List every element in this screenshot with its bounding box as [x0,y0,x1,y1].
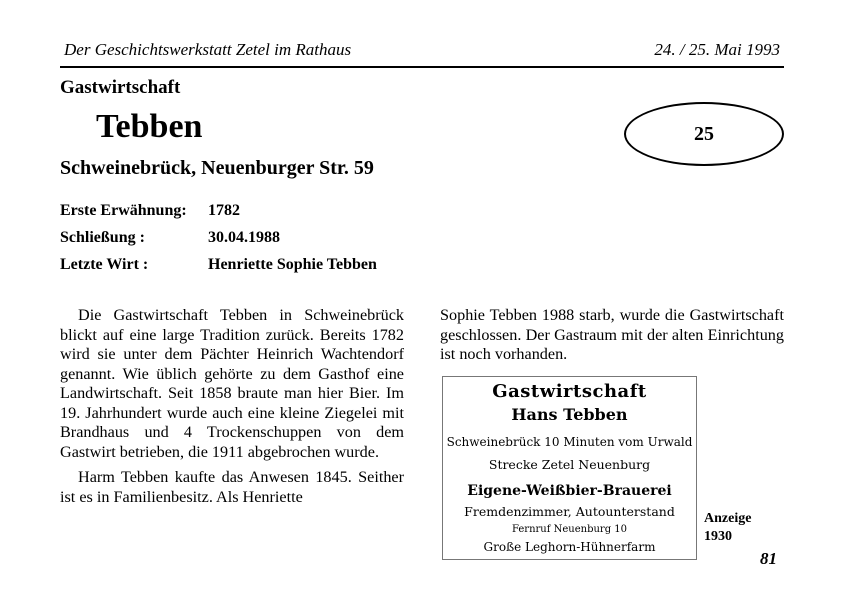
entry-number-oval [624,102,784,166]
fact-value: 30.04.1988 [208,229,280,246]
caption-line: 1930 [704,529,732,544]
ad-line: Fremdenzimmer, Autounterstand [464,504,675,519]
ad-line: Große Leghorn-Hühnerfarm [483,540,656,554]
paragraph: Die Gastwirtschaft Tebben in Schweinebrück blickt auf eine large Tradition zurück. Bereits 1782 wird sie unter dem Pächter Heinrich Wachtendorf genannt. Wie üblich gehörte zu dem Gasthof eine Landwirtschaft. Seit 1858 braute man hier Bier. Im 19. Jahrhundert wurde auch eine kleine Ziegelei mit Brandhaus und 4 Trockenschuppen von dem Gastwirt betrieben, die 1911 abgebrochen wurde. [60,306,404,461]
text-column-right [440,306,784,371]
fact-value: Henriette Sophie Tebben [208,256,377,273]
ad-line: Eigene-Weißbier-Brauerei [467,483,672,499]
header-publication: Der Geschichtswerkstatt Zetel im Rathaus [64,40,352,59]
fact-label: Erste Erwähnung: [60,202,187,219]
header-date: 24. / 25. Mai 1993 [654,40,780,59]
ad-line: Schweinebrück 10 Minuten vom Urwald [446,435,693,449]
address: Schweinebrück, Neuenburger Str. 59 [60,157,374,179]
entry-number: 25 [694,122,714,145]
ad-line: Gastwirtschaft [492,381,647,402]
ad-line: Fernruf Neuenburg 10 [511,524,628,535]
paragraph: Sophie Tebben 1988 starb, wurde die Gastwirtschaft geschlossen. Der Gastraum mit der alten Einrichtung ist noch vorhanden. [440,306,784,363]
fact-label: Schließung : [60,229,145,246]
page-subtitle: Gastwirtschaft [60,77,181,98]
page-number: 81 [760,549,777,568]
page-title: Tebben [96,108,203,145]
fact-label: Letzte Wirt : [60,256,149,273]
ad-line: Strecke Zetel Neuenburg [488,457,651,472]
running-header [60,40,784,68]
text-column-left [60,306,404,513]
caption-line: Anzeige [704,511,752,526]
fact-value: 1782 [208,202,240,219]
ad-line: Hans Tebben [511,405,628,424]
paragraph: Harm Tebben kaufte das Anwesen 1845. Seither ist es in Familienbesitz. Als Henriette [60,468,404,506]
image-caption [704,510,751,546]
advertisement-image [442,376,697,560]
